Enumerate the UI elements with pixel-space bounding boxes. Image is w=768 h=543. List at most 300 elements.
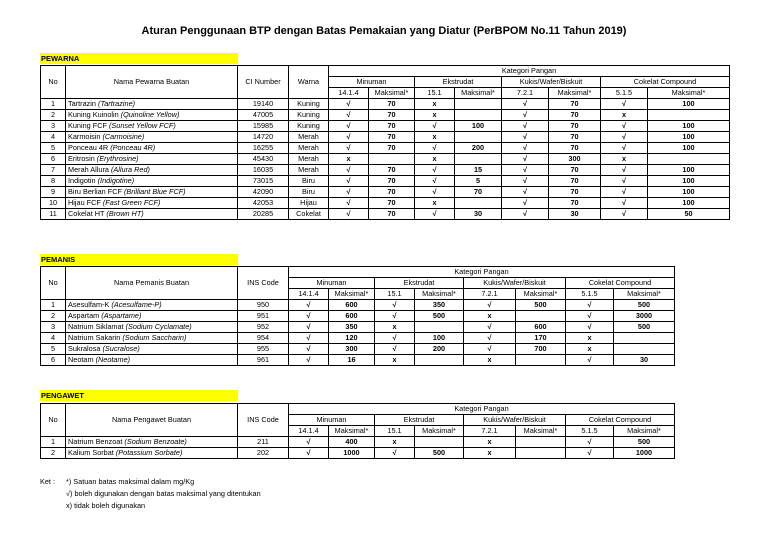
cell-maksimal: 700 xyxy=(516,344,566,355)
cell-allowed: √ xyxy=(415,209,455,220)
sub-max: Maksimal* xyxy=(415,426,464,437)
cell-no: 6 xyxy=(41,355,66,366)
header-ins-code: INS Code xyxy=(238,267,289,300)
cell-allowed: √ xyxy=(289,437,329,448)
cell-allowed: √ xyxy=(289,355,329,366)
cell-allowed: x xyxy=(601,154,648,165)
cell-allowed: x xyxy=(566,344,614,355)
name-text: Natrium Benzoat xyxy=(68,437,123,446)
name-text: Neotam xyxy=(68,355,94,364)
table-row xyxy=(41,121,730,132)
pewarna-rows xyxy=(41,99,730,220)
sub-max: Maksimal* xyxy=(415,289,464,300)
cell-no: 5 xyxy=(41,344,66,355)
cell-allowed: √ xyxy=(415,176,455,187)
sub-code: 15.1 xyxy=(375,426,415,437)
cell-maksimal: 70 xyxy=(549,176,601,187)
cell-ins: 202 xyxy=(238,448,289,459)
cell-ci: 19140 xyxy=(238,99,289,110)
cell-maksimal: 70 xyxy=(369,198,415,209)
cell-allowed: √ xyxy=(415,143,455,154)
pewarna-table xyxy=(40,65,730,220)
cell-allowed: √ xyxy=(502,110,549,121)
latin-name: (Brilliant Blue FCF) xyxy=(123,187,186,196)
cell-ins: 950 xyxy=(238,300,289,311)
cell-no: 3 xyxy=(41,322,66,333)
cell-name xyxy=(66,165,238,176)
latin-name: (Fast Green FCF) xyxy=(102,198,161,207)
cell-allowed: √ xyxy=(502,209,549,220)
cell-warna: Kuning xyxy=(289,99,329,110)
cell-ins: 955 xyxy=(238,344,289,355)
cell-maksimal: 30 xyxy=(455,209,502,220)
cell-ci: 42090 xyxy=(238,187,289,198)
cell-maksimal: 100 xyxy=(455,121,502,132)
name-text: Kuning Kuinolin xyxy=(68,110,119,119)
cell-maksimal xyxy=(614,333,675,344)
latin-name: (Indigotine) xyxy=(97,176,135,185)
legend-notes xyxy=(40,476,261,512)
cell-allowed: √ xyxy=(375,344,415,355)
cell-allowed: √ xyxy=(601,209,648,220)
cell-allowed: √ xyxy=(329,198,369,209)
table-row xyxy=(41,448,675,459)
cell-ci: 20285 xyxy=(238,209,289,220)
cell-maksimal: 100 xyxy=(648,176,730,187)
cell-maksimal: 600 xyxy=(329,311,375,322)
cell-name xyxy=(66,110,238,121)
cell-allowed: x xyxy=(415,198,455,209)
cell-allowed: √ xyxy=(566,322,614,333)
sub-code: 14.1.4 xyxy=(289,426,329,437)
cell-allowed: √ xyxy=(289,311,329,322)
cell-no: 10 xyxy=(41,198,66,209)
name-text: Kalium Sorbat xyxy=(68,448,114,457)
latin-name: (Sodium Benzoate) xyxy=(124,437,187,446)
cell-maksimal: 300 xyxy=(329,344,375,355)
cell-maksimal: 600 xyxy=(516,322,566,333)
cell-warna: Merah xyxy=(289,143,329,154)
cell-allowed: x xyxy=(464,311,516,322)
cell-allowed: √ xyxy=(502,143,549,154)
cell-no: 2 xyxy=(41,448,66,459)
sub-max: Maksimal* xyxy=(455,88,502,99)
cell-allowed: √ xyxy=(289,448,329,459)
name-text: Natrium Siklamat xyxy=(68,322,124,331)
cell-maksimal: 350 xyxy=(415,300,464,311)
cell-name xyxy=(66,99,238,110)
cell-allowed: √ xyxy=(329,187,369,198)
cell-allowed: √ xyxy=(415,121,455,132)
latin-name: (Sucralose) xyxy=(102,344,140,353)
cell-allowed: √ xyxy=(464,333,516,344)
name-text: Indigotin xyxy=(68,176,96,185)
cell-maksimal: 70 xyxy=(549,198,601,209)
cell-allowed: x xyxy=(375,355,415,366)
cell-allowed: x xyxy=(329,154,369,165)
cell-allowed: √ xyxy=(601,99,648,110)
cell-allowed: √ xyxy=(329,99,369,110)
sub-max: Maksimal* xyxy=(648,88,730,99)
legend-line-allowed: √) boleh digunakan dengan batas maksimal yang ditentukan xyxy=(66,489,261,498)
pemanis-table xyxy=(40,266,675,366)
cell-maksimal: 70 xyxy=(369,209,415,220)
name-text: Ponceau 4R xyxy=(68,143,109,152)
header-name: Nama Pengawet Buatan xyxy=(66,404,238,437)
cell-maksimal: 70 xyxy=(369,165,415,176)
name-text: Aspartam xyxy=(68,311,100,320)
name-text: Tartrazin xyxy=(68,99,96,108)
group-minuman: Minuman xyxy=(289,278,375,289)
latin-name: (Tartrazine) xyxy=(98,99,136,108)
cell-maksimal: 30 xyxy=(549,209,601,220)
table-row xyxy=(41,300,675,311)
cell-allowed: √ xyxy=(502,187,549,198)
latin-name: (Sodium Saccharin) xyxy=(122,333,187,342)
cell-allowed: √ xyxy=(601,143,648,154)
cell-allowed: √ xyxy=(289,300,329,311)
cell-maksimal: 5 xyxy=(455,176,502,187)
header-kategori: Kategori Pangan xyxy=(289,404,675,415)
cell-name xyxy=(66,209,238,220)
cell-allowed: √ xyxy=(502,176,549,187)
cell-maksimal: 400 xyxy=(329,437,375,448)
header-no: No xyxy=(41,404,66,437)
cell-allowed: √ xyxy=(502,121,549,132)
cell-name xyxy=(66,437,238,448)
cell-maksimal: 500 xyxy=(516,300,566,311)
cell-maksimal xyxy=(455,154,502,165)
table-row xyxy=(41,437,675,448)
cell-no: 11 xyxy=(41,209,66,220)
cell-allowed: √ xyxy=(289,344,329,355)
cell-maksimal: 500 xyxy=(614,437,675,448)
header-no: No xyxy=(41,66,66,99)
cell-name xyxy=(66,333,238,344)
legend-line-unit: *) Satuan batas maksimal dalam mg/Kg xyxy=(66,477,195,486)
cell-name xyxy=(66,355,238,366)
cell-maksimal: 100 xyxy=(415,333,464,344)
sub-code: 5.1.5 xyxy=(601,88,648,99)
sub-code: 15.1 xyxy=(375,289,415,300)
cell-allowed: √ xyxy=(329,165,369,176)
cell-allowed: √ xyxy=(502,99,549,110)
cell-name xyxy=(66,132,238,143)
section-label-pewarna: PEWARNA xyxy=(40,53,238,64)
cell-maksimal xyxy=(516,448,566,459)
sub-max: Maksimal* xyxy=(549,88,601,99)
cell-warna: Merah xyxy=(289,132,329,143)
cell-warna: Merah xyxy=(289,154,329,165)
cell-name xyxy=(66,311,238,322)
latin-name: (Potassium Sorbate) xyxy=(115,448,183,457)
latin-name: (Acesulfame-P) xyxy=(111,300,162,309)
cell-no: 3 xyxy=(41,121,66,132)
cell-maksimal: 500 xyxy=(415,448,464,459)
cell-allowed: √ xyxy=(566,355,614,366)
cell-ins: 961 xyxy=(238,355,289,366)
cell-maksimal xyxy=(455,110,502,121)
cell-maksimal: 500 xyxy=(614,322,675,333)
cell-maksimal: 70 xyxy=(549,143,601,154)
cell-allowed: √ xyxy=(329,143,369,154)
latin-name: (Ponceau 4R) xyxy=(110,143,156,152)
table-row xyxy=(41,333,675,344)
cell-ci: 42053 xyxy=(238,198,289,209)
cell-allowed: √ xyxy=(329,209,369,220)
cell-no: 1 xyxy=(41,99,66,110)
cell-maksimal: 50 xyxy=(648,209,730,220)
cell-maksimal: 100 xyxy=(648,132,730,143)
cell-allowed: √ xyxy=(601,121,648,132)
sub-max: Maksimal* xyxy=(369,88,415,99)
table-row xyxy=(41,165,730,176)
cell-name xyxy=(66,187,238,198)
header-warna: Warna xyxy=(289,66,329,99)
name-text: Natrium Sakarin xyxy=(68,333,121,342)
cell-maksimal: 100 xyxy=(648,198,730,209)
cell-allowed: x xyxy=(415,154,455,165)
cell-maksimal xyxy=(455,132,502,143)
cell-maksimal: 350 xyxy=(329,322,375,333)
cell-allowed: x xyxy=(415,99,455,110)
cell-maksimal: 100 xyxy=(648,143,730,154)
cell-ins: 211 xyxy=(238,437,289,448)
cell-maksimal: 100 xyxy=(648,165,730,176)
cell-allowed: √ xyxy=(601,187,648,198)
name-text: Asesulfam-K xyxy=(68,300,110,309)
cell-maksimal: 120 xyxy=(329,333,375,344)
cell-name xyxy=(66,322,238,333)
section-label-pengawet: PENGAWET xyxy=(40,390,238,401)
latin-name: (Sodium Cyclamate) xyxy=(125,322,192,331)
group-minuman: Minuman xyxy=(329,77,415,88)
cell-warna: Kuning xyxy=(289,110,329,121)
cell-name xyxy=(66,143,238,154)
group-ekstrudat: Ekstrudat xyxy=(375,415,464,426)
cell-name xyxy=(66,154,238,165)
sub-code: 7.2.1 xyxy=(464,426,516,437)
cell-warna: Biru xyxy=(289,187,329,198)
cell-name xyxy=(66,198,238,209)
sub-max: Maksimal* xyxy=(614,426,675,437)
cell-maksimal: 70 xyxy=(369,99,415,110)
pemanis-rows xyxy=(41,300,675,366)
cell-maksimal: 70 xyxy=(369,143,415,154)
header-kategori: Kategori Pangan xyxy=(329,66,730,77)
table-row xyxy=(41,311,675,322)
name-text: Kuning FCF xyxy=(68,121,107,130)
sub-max: Maksimal* xyxy=(516,426,566,437)
cell-maksimal: 70 xyxy=(549,99,601,110)
cell-maksimal: 70 xyxy=(549,121,601,132)
sub-max: Maksimal* xyxy=(329,289,375,300)
sub-code: 7.2.1 xyxy=(502,88,549,99)
cell-maksimal: 600 xyxy=(329,300,375,311)
cell-maksimal: 170 xyxy=(516,333,566,344)
cell-maksimal xyxy=(516,355,566,366)
table-row xyxy=(41,176,730,187)
cell-maksimal: 200 xyxy=(415,344,464,355)
cell-maksimal xyxy=(648,110,730,121)
latin-name: (Allura Red) xyxy=(111,165,150,174)
cell-maksimal: 500 xyxy=(415,311,464,322)
cell-warna: Hijau xyxy=(289,198,329,209)
cell-name xyxy=(66,300,238,311)
cell-allowed: x xyxy=(464,437,516,448)
cell-ci: 14720 xyxy=(238,132,289,143)
cell-no: 1 xyxy=(41,437,66,448)
header-no: No xyxy=(41,267,66,300)
cell-allowed: √ xyxy=(415,165,455,176)
cell-allowed: √ xyxy=(502,154,549,165)
cell-maksimal: 30 xyxy=(614,355,675,366)
cell-ins: 954 xyxy=(238,333,289,344)
cell-no: 8 xyxy=(41,176,66,187)
table-row xyxy=(41,99,730,110)
cell-no: 4 xyxy=(41,132,66,143)
header-name: Nama Pewarna Buatan xyxy=(66,66,238,99)
cell-maksimal: 1000 xyxy=(329,448,375,459)
latin-name: (Neotame) xyxy=(95,355,131,364)
cell-no: 9 xyxy=(41,187,66,198)
cell-ins: 952 xyxy=(238,322,289,333)
cell-maksimal xyxy=(614,344,675,355)
cell-ins: 951 xyxy=(238,311,289,322)
header-name: Nama Pemanis Buatan xyxy=(66,267,238,300)
cell-maksimal xyxy=(455,99,502,110)
cell-ci: 47005 xyxy=(238,110,289,121)
table-row xyxy=(41,154,730,165)
cell-maksimal xyxy=(455,198,502,209)
cell-allowed: √ xyxy=(329,110,369,121)
latin-name: (Brown HT) xyxy=(106,209,144,218)
cell-ci: 73015 xyxy=(238,176,289,187)
header-ci-number: CI Number xyxy=(238,66,289,99)
cell-maksimal xyxy=(415,437,464,448)
cell-allowed: √ xyxy=(329,132,369,143)
cell-allowed: √ xyxy=(464,322,516,333)
table-row xyxy=(41,322,675,333)
latin-name: (Aspartame) xyxy=(101,311,142,320)
cell-allowed: x xyxy=(601,110,648,121)
cell-maksimal: 70 xyxy=(455,187,502,198)
cell-maksimal: 500 xyxy=(614,300,675,311)
group-minuman: Minuman xyxy=(289,415,375,426)
cell-warna: Kuning xyxy=(289,121,329,132)
cell-allowed: √ xyxy=(464,344,516,355)
cell-allowed: √ xyxy=(566,448,614,459)
cell-warna: Biru xyxy=(289,176,329,187)
cell-maksimal: 100 xyxy=(648,187,730,198)
cell-maksimal: 70 xyxy=(369,110,415,121)
table-row xyxy=(41,132,730,143)
group-cokelat: Cokelat Compound xyxy=(601,77,730,88)
cell-maksimal xyxy=(516,311,566,322)
cell-allowed: √ xyxy=(329,121,369,132)
sub-code: 15.1 xyxy=(415,88,455,99)
cell-name xyxy=(66,344,238,355)
name-text: Merah Allura xyxy=(68,165,109,174)
cell-allowed: x xyxy=(464,448,516,459)
cell-no: 2 xyxy=(41,311,66,322)
cell-allowed: √ xyxy=(375,311,415,322)
table-row xyxy=(41,110,730,121)
cell-ci: 16255 xyxy=(238,143,289,154)
table-row xyxy=(41,198,730,209)
latin-name: (Erythrosine) xyxy=(96,154,139,163)
name-text: Sukralosa xyxy=(68,344,101,353)
group-kukis: Kukis/Wafer/Biskuit xyxy=(464,415,566,426)
cell-allowed: x xyxy=(566,333,614,344)
cell-allowed: √ xyxy=(566,437,614,448)
cell-maksimal: 70 xyxy=(369,187,415,198)
name-text: Karmoisin xyxy=(68,132,101,141)
cell-no: 6 xyxy=(41,154,66,165)
cell-maksimal: 1000 xyxy=(614,448,675,459)
cell-maksimal: 300 xyxy=(549,154,601,165)
cell-allowed: √ xyxy=(289,333,329,344)
sub-code: 7.2.1 xyxy=(464,289,516,300)
sub-max: Maksimal* xyxy=(329,426,375,437)
cell-maksimal xyxy=(415,322,464,333)
table-row xyxy=(41,187,730,198)
cell-allowed: √ xyxy=(375,448,415,459)
cell-allowed: √ xyxy=(601,132,648,143)
cell-maksimal: 70 xyxy=(549,187,601,198)
legend-line-not-allowed: x) tidak boleh digunakan xyxy=(66,501,146,510)
cell-maksimal: 3000 xyxy=(614,311,675,322)
cell-no: 2 xyxy=(41,110,66,121)
cell-warna: Cokelat xyxy=(289,209,329,220)
cell-maksimal: 70 xyxy=(369,176,415,187)
cell-allowed: √ xyxy=(502,198,549,209)
cell-maksimal xyxy=(648,154,730,165)
group-ekstrudat: Ekstrudat xyxy=(375,278,464,289)
cell-allowed: √ xyxy=(375,300,415,311)
group-cokelat: Cokelat Compound xyxy=(566,278,675,289)
sub-code: 14.1.4 xyxy=(329,88,369,99)
sub-code: 5.1.5 xyxy=(566,426,614,437)
cell-warna: Merah xyxy=(289,165,329,176)
cell-allowed: √ xyxy=(289,322,329,333)
cell-name xyxy=(66,176,238,187)
cell-name xyxy=(66,448,238,459)
table-row xyxy=(41,209,730,220)
group-kukis: Kukis/Wafer/Biskuit xyxy=(502,77,601,88)
cell-allowed: x xyxy=(464,355,516,366)
cell-allowed: √ xyxy=(502,165,549,176)
cell-maksimal: 70 xyxy=(369,132,415,143)
cell-maksimal: 16 xyxy=(329,355,375,366)
cell-maksimal: 100 xyxy=(648,99,730,110)
latin-name: (Sunset Yellow FCF) xyxy=(108,121,176,130)
cell-allowed: √ xyxy=(601,198,648,209)
table-row xyxy=(41,143,730,154)
pengawet-rows xyxy=(41,437,675,459)
cell-maksimal xyxy=(369,154,415,165)
cell-allowed: √ xyxy=(375,333,415,344)
cell-maksimal: 70 xyxy=(549,165,601,176)
cell-maksimal: 70 xyxy=(549,132,601,143)
cell-maksimal: 100 xyxy=(648,121,730,132)
latin-name: (Quinoline Yellow) xyxy=(120,110,180,119)
cell-no: 4 xyxy=(41,333,66,344)
header-kategori: Kategori Pangan xyxy=(289,267,675,278)
pengawet-table xyxy=(40,403,675,459)
cell-allowed: √ xyxy=(566,311,614,322)
cell-ci: 15985 xyxy=(238,121,289,132)
